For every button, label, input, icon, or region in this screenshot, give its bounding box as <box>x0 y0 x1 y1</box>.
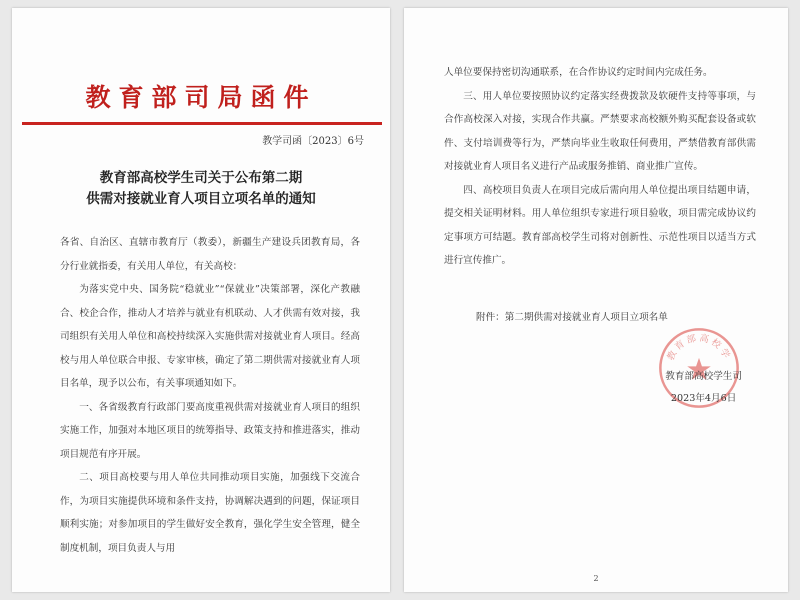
page2-body <box>444 61 756 273</box>
letterhead-title: 教育部司局函件 <box>85 83 317 112</box>
paragraph-item-2-continued: 人单位要保持密切沟通联系，在合作协议约定时间内完成任务。 <box>444 67 713 78</box>
page1-body <box>60 231 360 560</box>
letterhead-red-rule <box>22 122 382 125</box>
svg-text:教育部高校学: 教育部高校学 <box>665 332 733 363</box>
paragraph-item-4: 四、高校项目负责人在项目完成后需向用人单位提出项目结题申请，提交相关证明材料。用人单位组织专家进行项目验收，项目需完成协议约定事项方可结题。教育部高校学生司将对创新性、示范性项目以适当方式进行宣传推广。 <box>444 184 756 266</box>
signature-organization: 教育部高校学生司 <box>665 371 742 382</box>
paragraph-item-2: 二、项目高校要与用人单位共同推动项目实施，加强线下交流合作，为项目实施提供环境和条件支持，协调解决遇到的问题，保证项目顺利实施；对参加项目的学生做好安全教育，强化学生安全管理，健全制度机制，项目负责人与用 <box>60 472 360 554</box>
notice-title-line-1: 教育部高校学生司关于公布第二期 <box>99 170 303 186</box>
paragraph-item-3: 三、用人单位要按照协议约定落实经费拨款及软硬件支持等事项，与合作高校深入对接，实现合作共赢。严禁要求高校额外购买配套设备或软件、支付培训费等行为，严禁向毕业生收取任何费用，严禁借教育部供需对接就业育人项目名义进行产品或服务推销、商业推广宣传。 <box>444 90 756 172</box>
document-page-1 <box>12 8 390 592</box>
document-page-2 <box>404 8 788 592</box>
notice-title <box>12 168 390 210</box>
signature-block <box>665 366 742 410</box>
page-number: 2 <box>593 574 599 583</box>
salutation: 各省、自治区、直辖市教育厅（教委），新疆生产建设兵团教育局，各分行业就指委，有关用人单位，有关高校： <box>60 237 360 272</box>
document-number: 教学司函〔2023〕6号 <box>262 136 364 147</box>
notice-title-line-2: 供需对接就业育人项目立项名单的通知 <box>86 191 316 207</box>
paragraph-intro: 为落实党中央、国务院“稳就业”“保就业”决策部署，深化产教融合、校企合作，推动人才培养与就业有机联动、人才供需有效对接，我司组织有关用人单位和高校持续深入实施供需对接就业育人项目。经高校与用人单位联合申报、专家审核，确定了第二期供需对接就业育人项目名单，现予以公布，有关事项通知如下。 <box>60 284 360 389</box>
paragraph-item-1: 一、各省级教育行政部门要高度重视供需对接就业育人项目的组织实施工作，加强对本地区项目的统筹指导、政策支持和推进落实，推动项目规范有序开展。 <box>60 401 360 460</box>
attachment-line: 附件：第二期供需对接就业育人项目立项名单 <box>476 312 668 323</box>
signature-date: 2023年4月6日 <box>670 393 737 404</box>
